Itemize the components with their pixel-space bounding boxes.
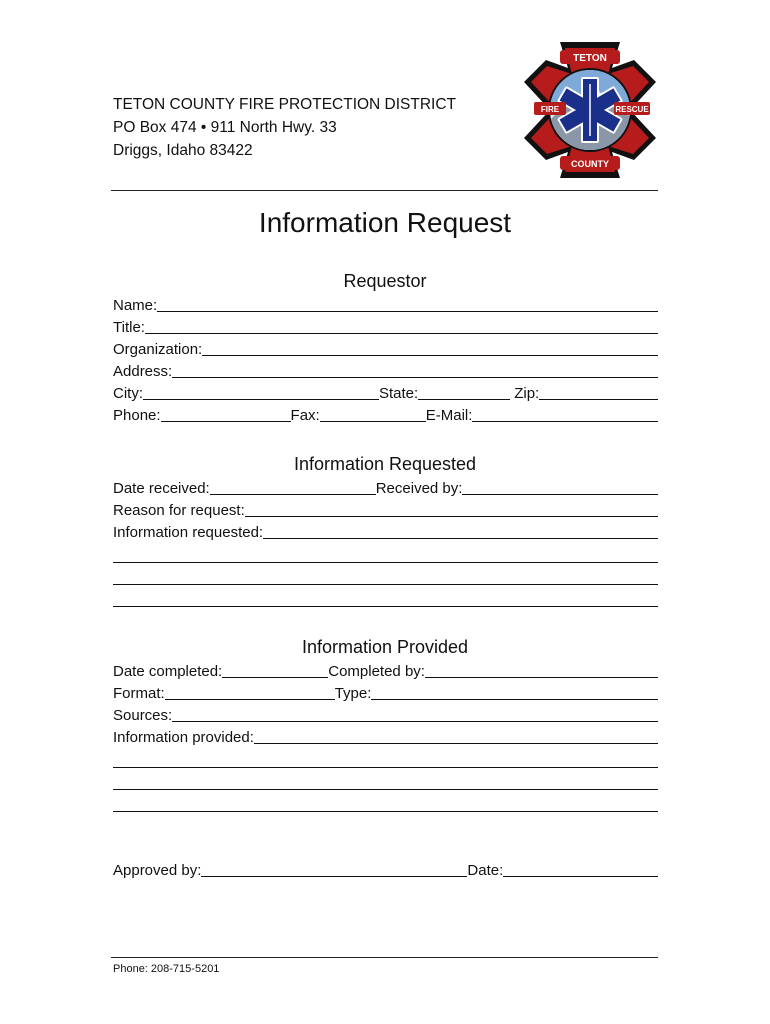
information-provided-field[interactable] [254,743,658,744]
svg-text:TETON: TETON [573,53,607,64]
completed-by-label: Completed by: [328,663,425,680]
address-line-2: Driggs, Idaho 83422 [113,142,253,159]
state-field[interactable] [418,399,510,400]
section-heading-requestor: Requestor [343,271,427,291]
sources-field[interactable] [172,721,658,722]
approval-date-label: Date: [467,862,504,879]
approved-by-label: Approved by: [113,862,202,879]
section-heading-information-requested: Information Requested [293,454,477,474]
header-divider [111,190,658,191]
date-completed-field[interactable] [222,677,328,678]
address-line-1: PO Box 474 • 911 North Hwy. 33 [113,119,337,136]
title-field[interactable] [145,333,658,334]
information-requested-label: Information requested: [113,524,264,541]
phone-fax-email-row [113,403,658,425]
completed-by-field[interactable] [425,677,658,678]
zip-label: Zip: [514,385,540,402]
svg-text:FIRE: FIRE [540,105,560,114]
address-label: Address: [113,363,173,380]
svg-text:COUNTY: COUNTY [571,159,609,169]
information-requested-line-3[interactable] [113,584,658,585]
section-heading-information-provided: Information Provided [301,637,469,657]
date-received-label: Date received: [113,480,210,497]
page-title: Information Request [258,207,512,238]
format-label: Format: [113,685,165,702]
sources-label: Sources: [113,707,173,724]
city-state-zip-row [113,381,658,403]
city-label: City: [113,385,143,402]
information-provided-line-3[interactable] [113,789,658,790]
address-field[interactable] [172,377,658,378]
organization-field[interactable] [202,355,658,356]
information-provided-label: Information provided: [113,729,254,746]
reason-field[interactable] [245,516,658,517]
state-label: State: [379,385,419,402]
information-requested-line-4[interactable] [113,606,658,607]
information-provided-line-4[interactable] [113,811,658,812]
footer-phone: Phone: 208-715-5201 [113,963,220,975]
fire-district-logo-icon [520,38,660,182]
address-row [113,359,658,381]
approved-by-field[interactable] [201,876,467,877]
fax-label: Fax: [290,407,320,424]
type-field[interactable] [371,699,658,700]
information-requested-line-2[interactable] [113,562,658,563]
reason-label: Reason for request: [113,502,245,519]
organization-label: Organization: [113,341,203,358]
information-provided-row [113,725,658,747]
approval-date-field[interactable] [503,876,658,877]
reason-row [113,498,658,520]
date-received-field[interactable] [210,494,376,495]
sources-row [113,703,658,725]
phone-label: Phone: [113,407,161,424]
format-field[interactable] [165,699,335,700]
phone-field[interactable] [161,421,291,422]
received-by-field[interactable] [462,494,658,495]
city-field[interactable] [143,399,379,400]
type-label: Type: [334,685,372,702]
letterhead [113,93,456,162]
name-field[interactable] [157,311,658,312]
footer-divider [111,957,658,958]
information-requested-row [113,520,658,542]
information-requested-field[interactable] [263,538,658,539]
date-received-row [113,476,658,498]
email-label: E-Mail: [425,407,473,424]
name-row [113,293,658,315]
format-type-row [113,681,658,703]
fax-field[interactable] [320,421,426,422]
zip-field[interactable] [539,399,658,400]
approval-row [113,858,658,880]
name-label: Name: [113,297,158,314]
title-label: Title: [113,319,145,336]
title-row [113,315,658,337]
information-provided-line-2[interactable] [113,767,658,768]
date-completed-row [113,659,658,681]
organization-row [113,337,658,359]
svg-text:RESCUE: RESCUE [615,105,649,114]
org-name: TETON COUNTY FIRE PROTECTION DISTRICT [113,96,457,113]
date-completed-label: Date completed: [113,663,223,680]
received-by-label: Received by: [375,480,463,497]
email-field[interactable] [472,421,658,422]
